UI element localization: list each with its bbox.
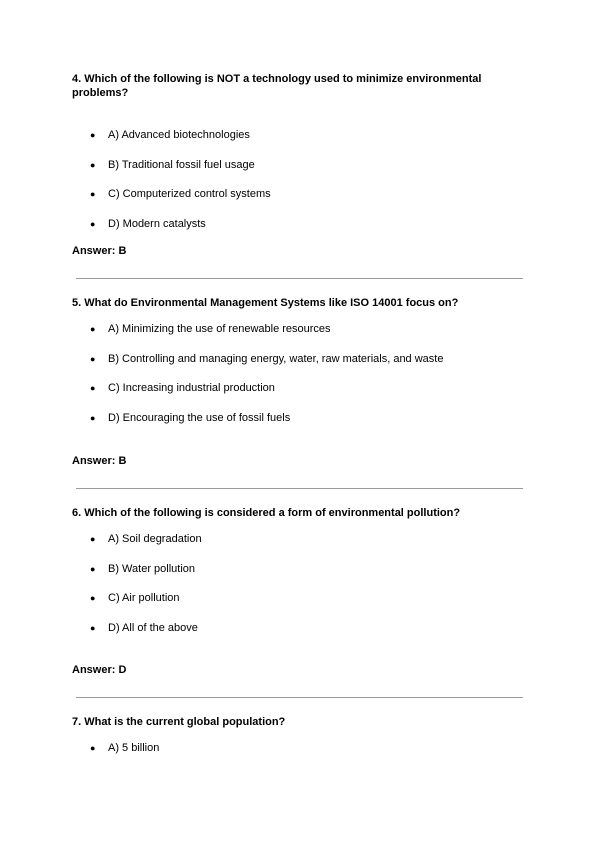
options-list bbox=[72, 322, 532, 440]
option-item: ● D) All of the above bbox=[90, 621, 198, 634]
option-item: ● B) Water pollution bbox=[90, 562, 196, 575]
question-text: 7. What is the current global population? bbox=[72, 716, 286, 728]
option-item: ● C) Air pollution bbox=[90, 592, 180, 604]
bullet-icon: ● bbox=[90, 593, 96, 603]
bullet-icon: ● bbox=[90, 130, 96, 140]
question-text: 5. What do Environmental Management Systems like ISO 14001 focus on? bbox=[72, 297, 459, 309]
option-item: ● C) Increasing industrial production bbox=[90, 382, 275, 394]
bullet-icon: ● bbox=[90, 622, 96, 633]
question-text: 6. Which of the following is considered a form of environmental pollution? bbox=[72, 507, 461, 519]
answer-label: Answer: B bbox=[72, 245, 127, 257]
question-block-7 bbox=[72, 715, 532, 771]
option-item: ● A) Advanced biotechnologies bbox=[90, 129, 250, 141]
question-block-5 bbox=[72, 296, 532, 440]
option-item: ● C) Computerized control systems bbox=[90, 188, 271, 200]
bullet-icon: ● bbox=[90, 563, 96, 574]
bullet-icon: ● bbox=[90, 324, 96, 334]
option-item: ● D) Encouraging the use of fossil fuels bbox=[90, 411, 291, 424]
options-list bbox=[72, 741, 532, 771]
option-item: ● A) Soil degradation bbox=[90, 533, 202, 545]
bullet-icon: ● bbox=[90, 189, 96, 199]
question-block-4 bbox=[72, 72, 532, 246]
bullet-icon: ● bbox=[90, 218, 96, 229]
bullet-icon: ● bbox=[90, 534, 96, 544]
bullet-icon: ● bbox=[90, 412, 96, 423]
bullet-icon: ● bbox=[90, 353, 96, 364]
divider bbox=[76, 278, 523, 279]
question-text: 4. Which of the following is NOT a technology used to minimize environmental problems? bbox=[72, 73, 482, 99]
divider bbox=[76, 488, 523, 489]
question-block-6 bbox=[72, 506, 532, 650]
option-item: ● B) Traditional fossil fuel usage bbox=[90, 158, 255, 171]
options-list bbox=[72, 532, 532, 650]
option-item: ● A) Minimizing the use of renewable resources bbox=[90, 323, 331, 335]
option-item: ● A) 5 billion bbox=[90, 742, 160, 754]
options-list bbox=[72, 128, 532, 246]
bullet-icon: ● bbox=[90, 159, 96, 170]
bullet-icon: ● bbox=[90, 383, 96, 393]
bullet-icon: ● bbox=[90, 743, 96, 753]
divider bbox=[76, 697, 523, 698]
option-item: ● D) Modern catalysts bbox=[90, 217, 206, 230]
option-item: ● B) Controlling and managing energy, water, raw materials, and waste bbox=[90, 352, 444, 365]
answer-label: Answer: B bbox=[72, 455, 127, 467]
answer-label: Answer: D bbox=[72, 664, 127, 676]
